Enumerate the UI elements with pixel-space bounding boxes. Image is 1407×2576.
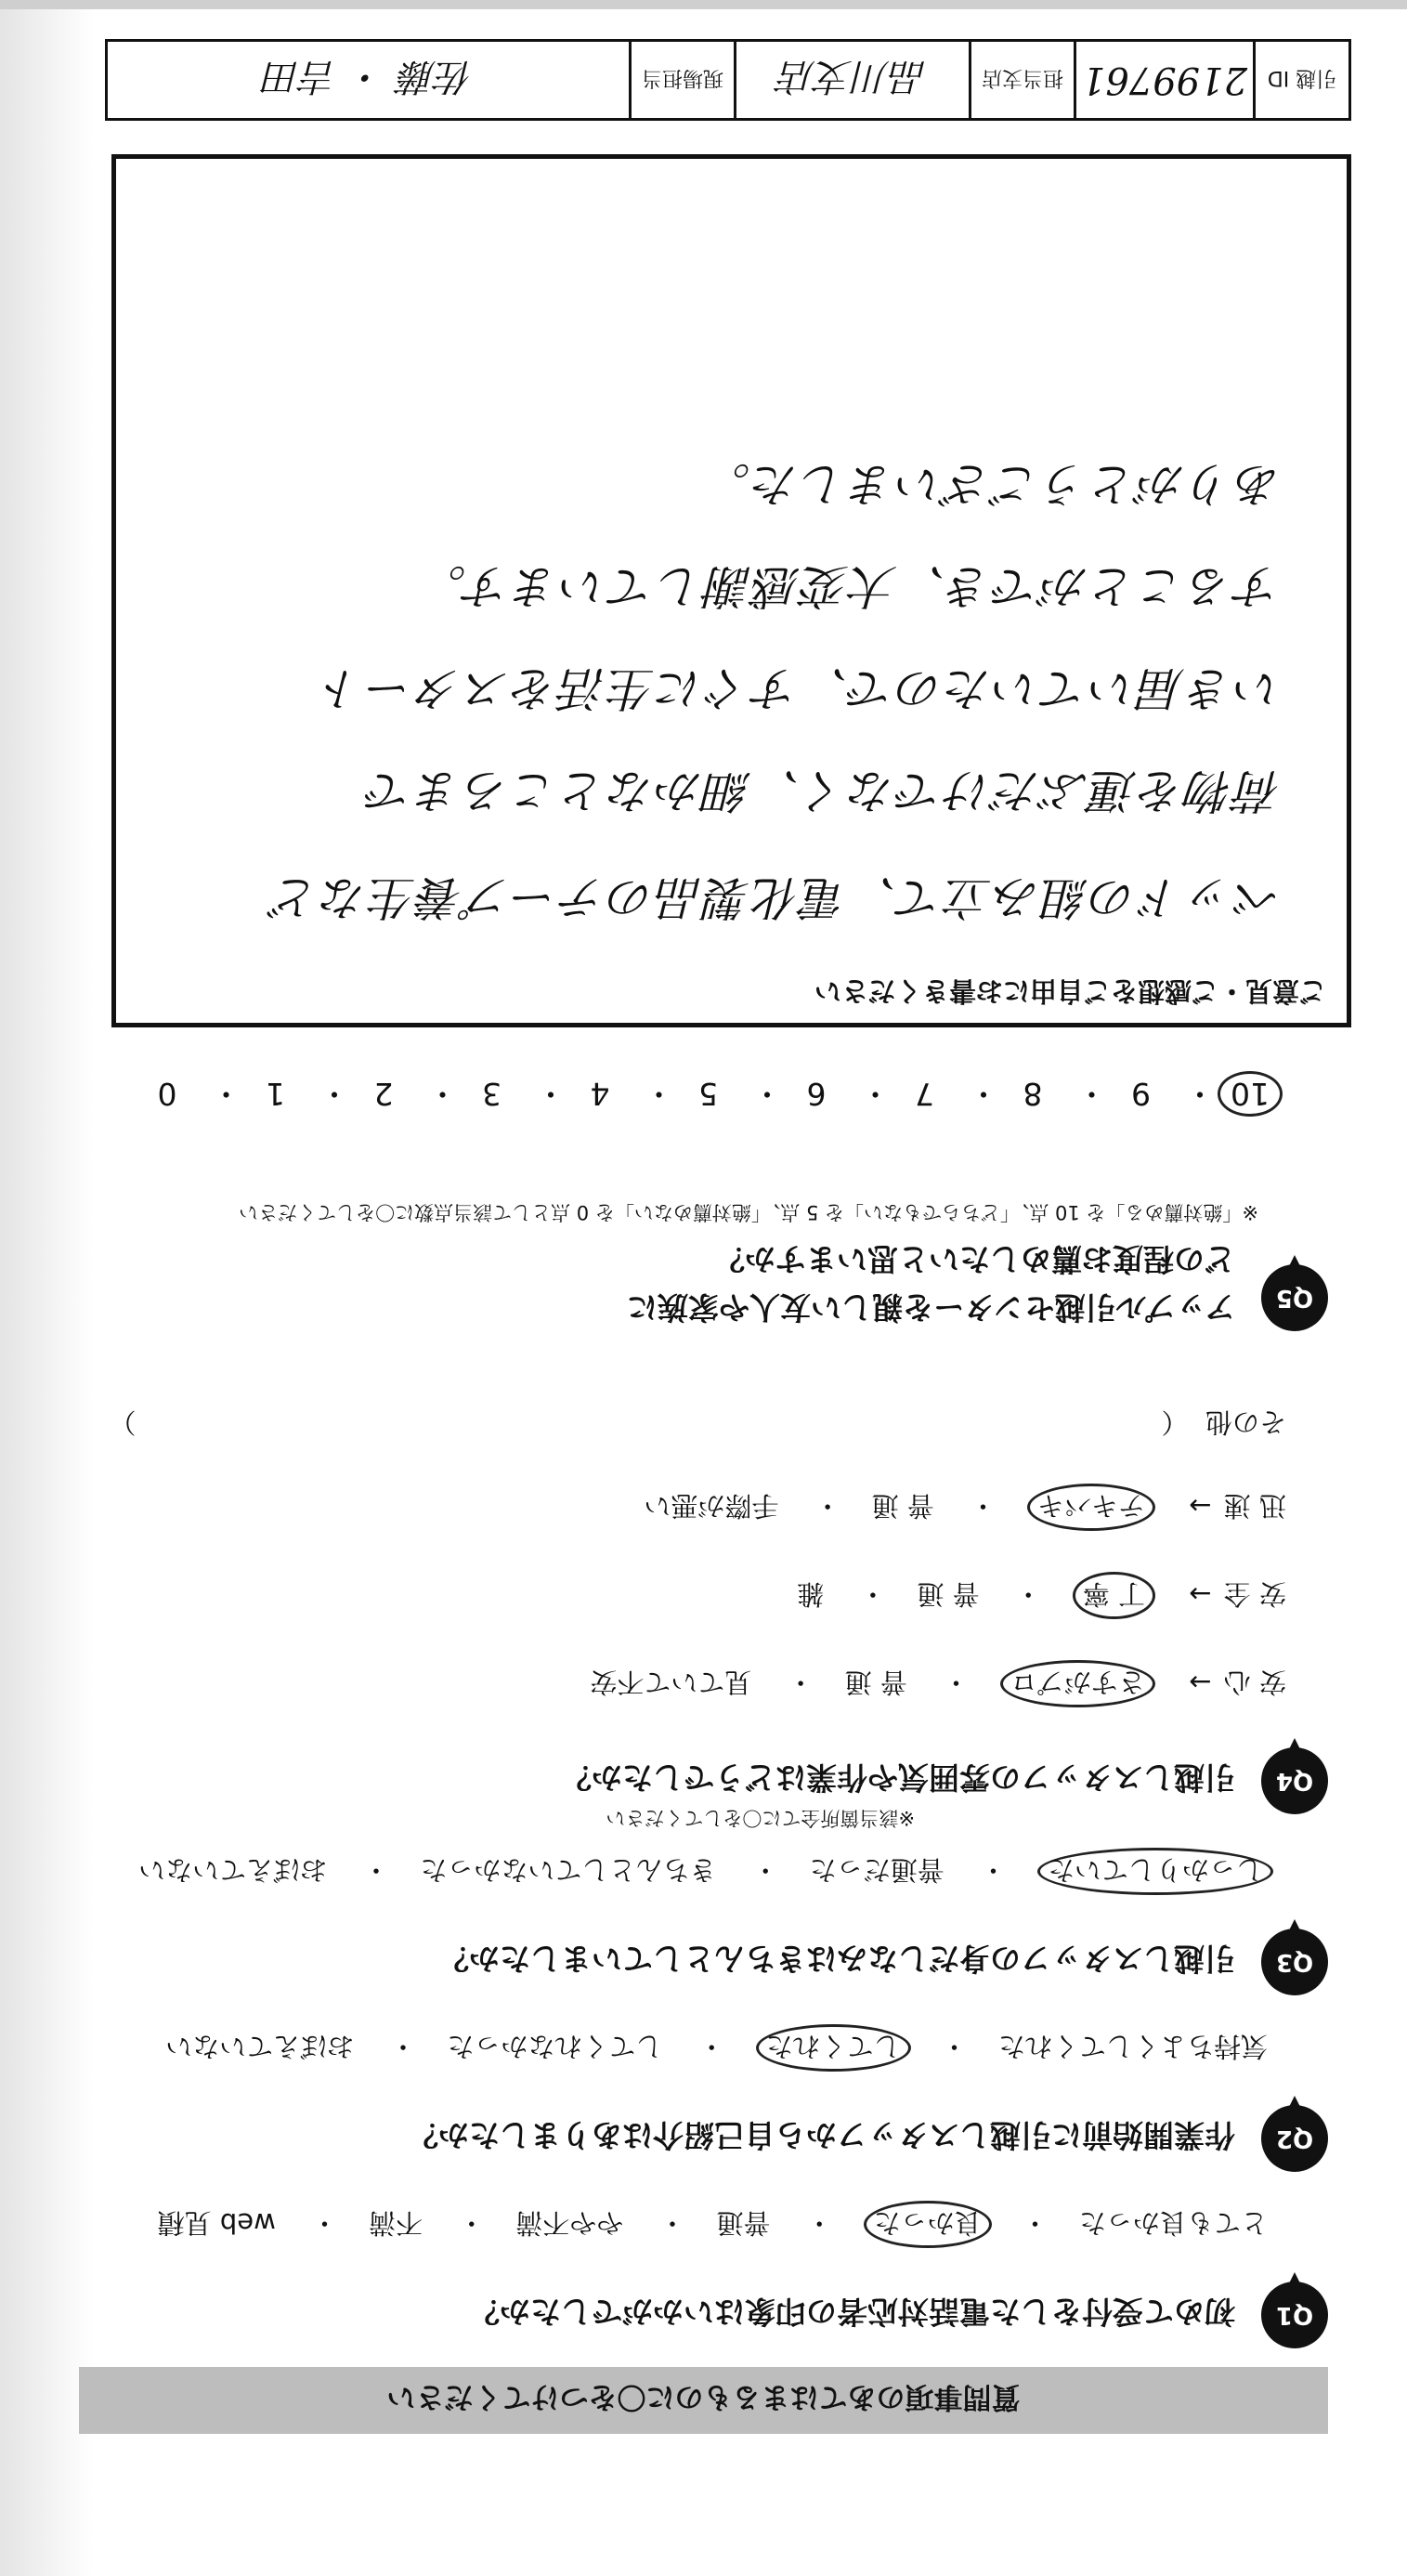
q4-row-jinsoku: 迅 速 → テキパキ ・ 普 通 ・ 手際が悪い [640, 1484, 1286, 1531]
move-id-label: 引越 ID [1253, 42, 1348, 118]
rating-option: 1 [266, 1076, 285, 1112]
rating-option: 8 [1023, 1076, 1043, 1112]
rating-option-selected: 10 [1218, 1071, 1283, 1117]
q4-other: その他 （） [109, 1406, 1286, 1438]
crew-value: 佐藤 ・ 吉田 [263, 55, 474, 98]
q5-rating-scale: 10・ 9・ 8・ 7・ 6・ 5・ 4・ 3・ 2・ 1・ 0 [141, 1071, 1277, 1118]
q4-badge-icon: Q4 [1261, 1747, 1328, 1814]
comment-line: することができ、大変感謝しています。 [418, 559, 1282, 613]
q1-option: やや不満 [515, 2207, 624, 2239]
rating-option: 4 [590, 1076, 610, 1112]
comments-box [111, 154, 1351, 1027]
q4-row-label: 安 心 [1223, 1667, 1286, 1698]
q4-question: 引越しスタッフの雰囲気や作業はどうでしたか？ [561, 1759, 1235, 1796]
comments-title: ご意見・ご感想をご自由にお書きください [814, 975, 1326, 1007]
q2-option: 気持ちよくしてくれた [997, 2031, 1268, 2062]
comment-line: 荷物を運ぶだけでなく、細かなところまで [365, 764, 1282, 817]
q4-option-selected: さすがプロ [1000, 1660, 1155, 1707]
q4-other-label: その他 [1205, 1406, 1286, 1438]
q5-question-line1: アップル引越センターを親しい友人や家族に [626, 1289, 1235, 1326]
q1-option: とても良かった [1078, 2207, 1268, 2239]
q4-row-label: 安 全 [1223, 1578, 1286, 1610]
q4-row-anzen: 安 全 → 丁 寧 ・ 普 通 ・ 雑 [793, 1572, 1286, 1619]
q1-option: 普通 [716, 2207, 771, 2239]
q1-option: web 見積 [157, 2207, 276, 2239]
move-id-value: 2199761 [1074, 42, 1253, 118]
q2-option: おぼえていない [165, 2031, 355, 2062]
crew-label: 現場担当 [629, 42, 734, 118]
q4-option: 手際が悪い [644, 1490, 779, 1522]
branch-value: 品川支店 [734, 42, 969, 118]
q4-option: 見ていて不安 [590, 1667, 752, 1698]
q4-option: 普 通 [844, 1667, 907, 1698]
q1-option: 不満 [369, 2207, 423, 2239]
comment-line: いき届いていたので、すぐに生活をスタート [317, 661, 1282, 715]
q3-option: 普通だった [809, 1854, 945, 1886]
scan-shadow [0, 0, 93, 2576]
rating-option: 6 [806, 1076, 827, 1112]
q2-question: 作業開始前に引越しスタッフから自己紹介はありましたか？ [408, 2117, 1235, 2153]
q4-row-label: 迅 速 [1223, 1490, 1286, 1522]
scan-edge [0, 0, 1407, 9]
q3-options: しっかりしていた ・ 普通だった ・ きちんとしていなかった ・ おぼえていない [135, 1848, 1268, 1895]
q4-option: 雑 [797, 1578, 825, 1610]
q2-option: してくれなかった [447, 2031, 663, 2062]
arrow-icon: → [1189, 1578, 1212, 1610]
q2-badge-icon: Q2 [1261, 2105, 1328, 2172]
q4-option: 普 通 [917, 1578, 980, 1610]
rating-option: 7 [915, 1076, 934, 1112]
branch-label: 担当支店 [969, 42, 1074, 118]
q5-note: ※「絶対薦める」を 10 点、「どちらでもない」を 5 点、「絶対薦めない」を 0 点として該当点数に〇をしてください [239, 1201, 1258, 1223]
rating-option: 2 [373, 1076, 394, 1112]
comment-line: ありがとうございました。 [702, 457, 1282, 511]
q4-row-anshin: 安 心 → さすがプロ ・ 普 通 ・ 見ていて不安 [586, 1660, 1286, 1707]
q5-badge-icon: Q5 [1261, 1264, 1328, 1331]
move-info-table [105, 39, 1351, 121]
rating-option: 5 [698, 1076, 718, 1112]
rating-option: 0 [157, 1076, 177, 1112]
q1-option-selected: 良かった [864, 2201, 992, 2248]
q2-options: 気持ちよくしてくれた ・ してくれた ・ してくれなかった ・ おぼえていない [162, 2024, 1268, 2072]
instructions-banner: 質問事項のあてはまるものに〇をつけてください [79, 2367, 1328, 2434]
q3-badge-icon: Q3 [1261, 1929, 1328, 1995]
q3-option-selected: しっかりしていた [1037, 1848, 1273, 1895]
q3-option: きちんとしていなかった [420, 1854, 717, 1886]
q3-option: おぼえていない [138, 1854, 328, 1886]
q1-badge-icon: Q1 [1261, 2282, 1328, 2348]
q3-question: 引越しスタッフの身だしなみはきちんとしていましたか？ [438, 1941, 1235, 1977]
rating-option: 9 [1131, 1076, 1151, 1112]
q4-option-selected: 丁 寧 [1073, 1572, 1155, 1619]
arrow-icon: → [1189, 1667, 1212, 1698]
q4-option: 普 通 [871, 1490, 934, 1522]
rating-option: 3 [482, 1076, 502, 1112]
q1-options: とても良かった ・ 良かった ・ 普通 ・ やや不満 ・ 不満 ・ web 見積 [154, 2201, 1268, 2248]
q2-option-selected: してくれた [756, 2024, 911, 2072]
arrow-icon: → [1189, 1490, 1212, 1522]
q5-question-line2: どの程度お薦めしたいと思いますか？ [714, 1241, 1235, 1277]
comment-line: ベッドの組み立て、電化製品のテープ養生など [270, 870, 1282, 924]
q4-note: ※該当箇所全てに〇をしてください [606, 1807, 915, 1829]
q1-question: 初めて受付をした電話対応者の印象はいかがでしたか？ [469, 2294, 1235, 2330]
q4-option-selected: テキパキ [1027, 1484, 1155, 1531]
